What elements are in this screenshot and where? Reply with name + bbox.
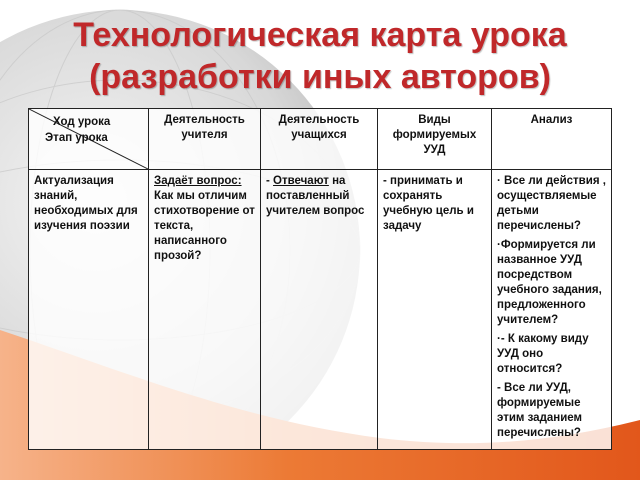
teacher-question-text: Как мы отличим стихотворение от текста, написанного прозой? [154,190,255,262]
header-lesson-stage: Этап урока [45,132,108,144]
header-analysis: Анализ [492,109,612,170]
students-rest: на поставленный учителем вопрос [266,175,365,217]
analysis-question-3: ·- К какому виду УУД оно относится? [497,333,589,375]
header-row [29,109,612,170]
stage-cell: Актуализация знаний, необходимых для изучения поэзии [29,170,149,450]
analysis-question-1: · Все ли действия , осуществляемые детьми перечислены? [497,175,606,232]
header-lesson-flow: Ход урока [53,116,111,128]
students-verb: Отвечают [273,175,329,187]
teacher-question-label: Задаёт вопрос: [154,175,242,187]
header-uud: Виды формируемых УУД [378,109,492,170]
lesson-card-table [28,108,612,450]
content-row [29,170,612,450]
title-line-2: (разработки иных авторов) [89,58,551,96]
students-cell [261,170,378,450]
slide-title [0,14,640,98]
corner-header-cell [29,109,149,170]
header-students: Деятельность учащихся [261,109,378,170]
uud-cell: - принимать и сохранять учебную цель и задачу [378,170,492,450]
analysis-question-2: ·Формируется ли названное УУД посредством учебного задания, предложенного учителем? [497,239,602,326]
students-prefix: - [266,175,274,187]
analysis-question-4: - Все ли УУД, формируемые этим заданием перечислены? [497,382,583,439]
analysis-cell [492,170,612,450]
header-teacher: Деятельность учителя [149,109,261,170]
title-line-1: Технологическая карта урока [73,16,567,54]
teacher-cell [149,170,261,450]
